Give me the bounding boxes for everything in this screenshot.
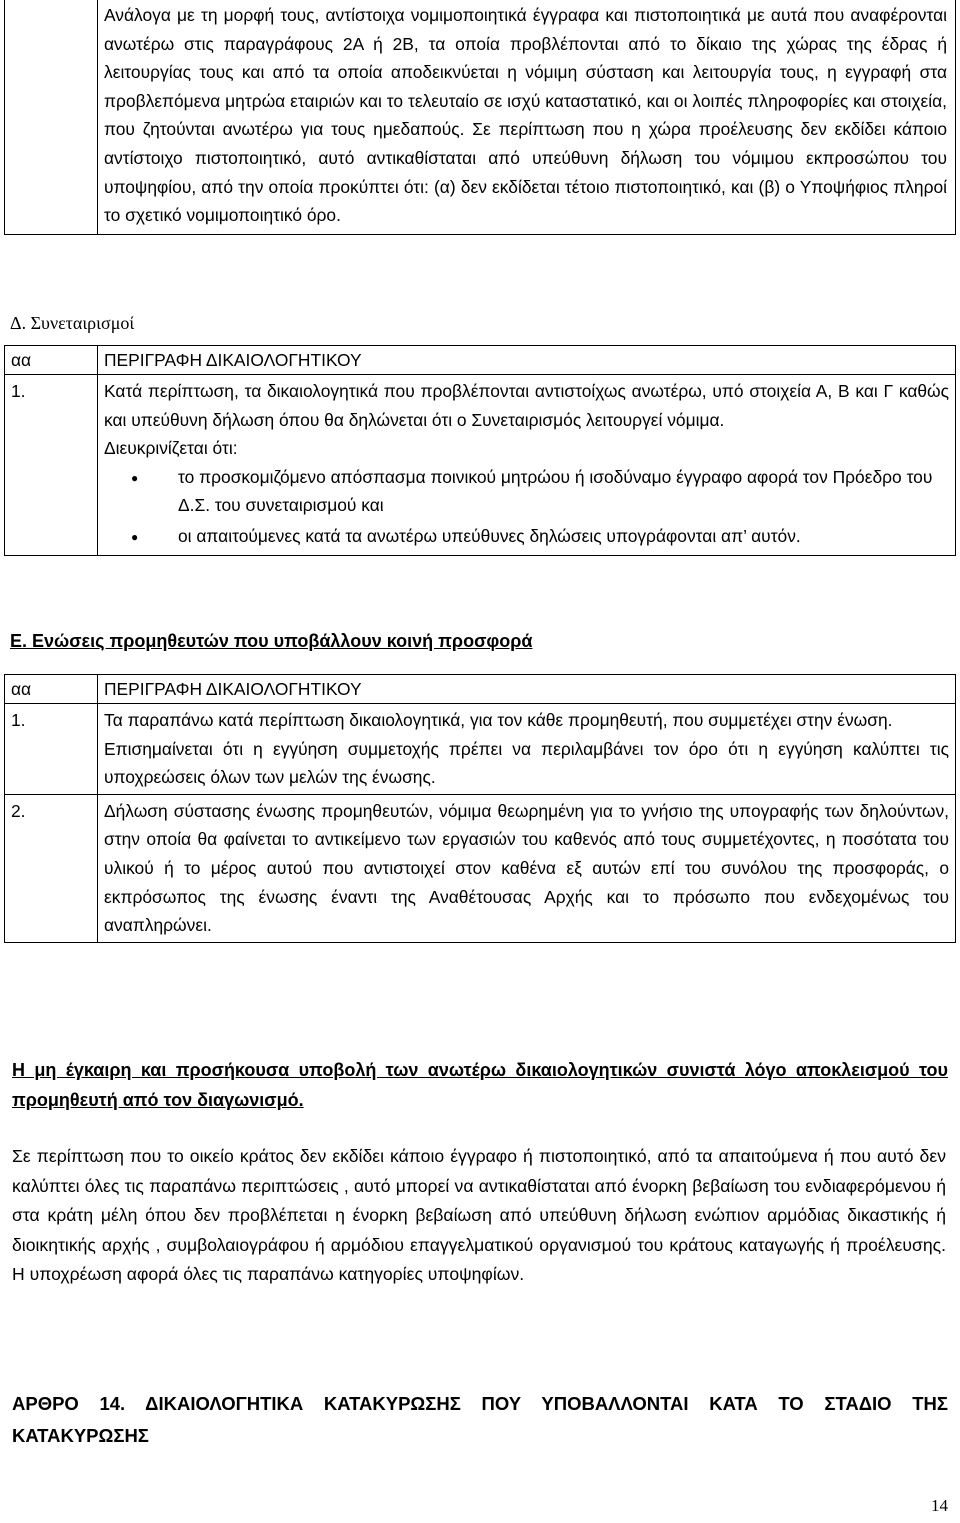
row-content [98,704,956,795]
bullet-list [104,463,949,551]
section-e-heading: Ε. Ενώσεις προμηθευτών που υποβάλλουν κοινή προσφορά [10,631,533,651]
bullet-item: ● οι απαιτούμενες κατά τα ανωτέρω υπεύθυνες δηλώσεις υπογράφονται απ’ αυτόν. [104,522,949,551]
col-desc-header: ΠΕΡΙΓΡΑΦΗ ΔΙΚΑΙΟΛΟΓΗΤΙΚΟΥ [98,675,956,704]
top-table-num-cell [5,0,98,234]
row-content [98,375,956,556]
section-d-table [4,345,956,556]
bullet-item: ● το προσκομιζόμενο απόσπασμα ποινικού μητρώου ή ισοδύναμο έγγραφο αφορά τον Πρόεδρο του Δ.Σ. του συνεταιρισμού και [104,463,949,520]
row-text: Κατά περίπτωση, τα δικαιολογητικά που προβλέπονται αντιστοίχως ανωτέρω, υπό στοιχεία Α, Β και Γ καθώς και υπεύθυνη δήλωση όπου θα δηλώνεται ότι ο Συνεταιρισμός λειτουργεί νόμιμα. [104,381,949,430]
page-number: 14 [931,1496,948,1515]
clarify-text: Διευκρινίζεται ότι: [104,438,238,459]
article-heading: ΑΡΘΡΟ 14. ΔΙΚΑΙΟΛΟΓΗΤΙΚΑ ΚΑΤΑΚΥΡΩΣΗΣ ΠΟΥ ΥΠΟΒΑΛΛΟΝΤΑΙ ΚΑΤΑ ΤΟ ΣΤΑΔΙΟ ΤΗΣ ΚΑΤΑΚΥΡΩΣΗΣ [12,1393,948,1446]
top-table-paragraph: Ανάλογα με τη μορφή τους, αντίστοιχα νομιμοποιητικά έγγραφα και πιστοποιητικά με αυτά που αναφέρονται ανωτέρω στις παραγράφους 2Α ή 2Β, τα οποία προβλέπονται από το δίκαιο της χώρας της έδρας ή λειτουργίας τους και από τα οποία αποδεικνύεται η νόμιμη σύσταση και λειτουργία τους, η εγγραφή στα προβλεπόμενα μητρώα εταιριών και το τελευταίο σε ισχύ καταστατικό, και οι λοιπές πληροφορίες και στοιχεία, που ζητούνται ανωτέρω για τους ημεδαπούς. Σε περίπτωση που η χώρα προέλευσης δεν εκδίδει κάποιο αντίστοιχο πιστοποιητικό, αυτό αντικαθίσταται από υπεύθυνη δήλωση του νόμιμου εκπροσώπου του υποψηφίου, από την οποία προκύπτει ότι: (α) δεν εκδίδεται τέτοιο πιστοποιητικό, και (β) ο Υποψήφιος πληροί το σχετικό νομιμοποιητικό όρο. [98,0,956,234]
section-e-table [4,674,956,943]
row-number: 1. [5,375,98,556]
top-table [4,0,956,235]
row-number: 2. [5,794,98,942]
exclusion-note: Η μη έγκαιρη και προσήκουσα υποβολή των ανωτέρω δικαιολογητικών συνιστά λόγο αποκλεισμού του προμηθευτή από τον διαγωνισμό. [12,1060,948,1110]
col-aa-header: αα [5,346,98,375]
row-number: 1. [5,704,98,795]
row-note: Επισημαίνεται ότι η εγγύηση συμμετοχής πρέπει να περιλαμβάνει τον όρο ότι η εγγύηση καλύπτει τις υποχρεώσεις όλων των μελών της ένωσης. [104,738,949,788]
row-text: Τα παραπάνω κατά περίπτωση δικαιολογητικά, για τον κάθε προμηθευτή, που συμμετέχει στην ένωση. [104,710,893,730]
substitution-paragraph: Σε περίπτωση που το οικείο κράτος δεν εκδίδει κάποιο έγγραφο ή πιστοποιητικό, από τα απαιτούμενα ή που αυτό δεν καλύπτει όλες τις παραπάνω περιπτώσεις , αυτό μπορεί να αντικαθίσταται από ένορκη βεβαίωση του ενδιαφερόμενου ή στα κράτη μέλη όπου δεν προβλέπεται η ένορκη βεβαίωση από υπεύθυνη δήλωση ενώπιον αρμόδιας δικαστικής ή διοικητικής αρχής , συμβολαιογράφου ή αρμόδιου επαγγελματικού οργανισμού του κράτους καταγωγής ή προέλευσης. Η υποχρέωση αφορά όλες τις παραπάνω κατηγορίες υποψηφίων. [12,1146,946,1285]
col-aa-header: αα [5,675,98,704]
row-text: Δήλωση σύστασης ένωσης προμηθευτών, νόμιμα θεωρημένη για το γνήσιο της υπογραφής των δηλούντων, στην οποία θα φαίνεται το αντικείμενο των εργασιών του καθενός από τους συμμετέχοντες, η ποσότατα του υλικού ή το μέρος αυτού που αντιστοιχεί στον καθένα εξ αυτών επί του συνόλου της προσφοράς, ο εκπρόσωπος της ένωσης έναντι της Αναθέτουσας Αρχής και το πρόσωπο που ενδεχομένως του αναπληρώνει. [98,794,956,942]
section-d-heading: Δ. Συνεταιρισμοί [10,313,135,333]
col-desc-header: ΠΕΡΙΓΡΑΦΗ ΔΙΚΑΙΟΛΟΓΗΤΙΚΟΥ [98,346,956,375]
